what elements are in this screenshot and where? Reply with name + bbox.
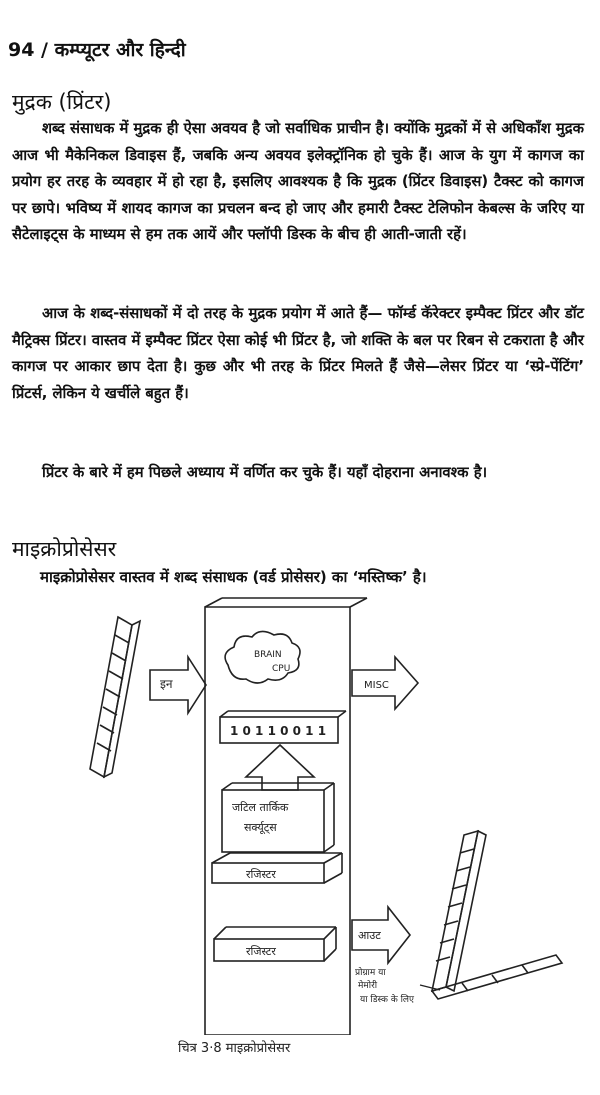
register-2-label: रजिस्टर (246, 945, 276, 958)
paragraph-3: प्रिंटर के बारे में हम पिछले अध्याय में वर्णित कर चुके हैं। यहाँ दोहराना अनावश्क है। (42, 464, 488, 481)
input-tape (90, 617, 140, 777)
register-1-label: रजिस्टर (246, 868, 276, 881)
output-tape (432, 831, 562, 999)
cpu-label: CPU (272, 664, 291, 674)
brain-label: BRAIN (254, 650, 282, 660)
paragraph-2-bold-term-1: फॉर्म्ड कॅरेक्टर इम्पैक्ट (387, 305, 502, 322)
misc-arrow-label: MISC (364, 680, 389, 691)
running-head: 94 / कम्प्यूटर और हिन्दी (8, 39, 186, 61)
note-line-3: या डिस्क के लिए (360, 995, 415, 1005)
paragraph-2-bold-term-2: डॉट मैट्रिक्स (12, 305, 585, 349)
paragraph-2-mid: प्रिंटर और (507, 305, 560, 322)
microprocessor-lead: माइक्रोप्रोसेसर वास्तव में शब्द संसाधक (वर्ड प्रोसेसर) का ‘मस्तिष्क’ है। (40, 568, 427, 586)
paragraph-2-start: आज के शब्द-संसाधकों में दो तरह के मुद्रक प्रयोग में आते हैं— (42, 305, 383, 322)
output-arrow-label: आउट (358, 929, 381, 942)
logic-block-line-1: जटिल तार्किक (232, 801, 289, 814)
input-arrow-label: इन (160, 677, 173, 691)
section-title-printer: मुद्रक (प्रिंटर) (12, 90, 112, 114)
figure-caption: चित्र 3·8 माइक्रोप्रोसेसर (178, 1041, 291, 1056)
paragraph-2-end: प्रिंटर। वास्तव में इम्पैक्ट प्रिंटर ऐसा कोई भी प्रिंटर है, जो शक्ति के बल पर रिबन से टकराता है और कागज पर आकार छाप देता है। कुछ और भी तरह के प्रिंटर मिलते हैं जैसे—लेसर प्रिंटर या ‘स्प्रे-पेंटिंग’ प्रिंटर्स, लेकिन ये खर्चीले बहुत हैं। (12, 331, 584, 402)
microprocessor-diagram (0, 595, 600, 1035)
note-line-2: मेमोरी (358, 981, 378, 991)
paragraph-1: शब्द संसाधक में मुद्रक ही ऐसा अवयव है जो सर्वाधिक प्राचीन है। क्योंकि मुद्रकों में से अधिकाँश मुद्रक आज भी मैकेनिकल डिवाइस हैं, जबकि अन्य अवयव इलेक्ट्रॉनिक हो चुके हैं। आज के युग में कागज का प्रयोग हर तरह के व्यवहार में हो रहा है, इसलिए आवश्यक है कि मुद्रक (प्रिंटर डिवाइस) टैक्स्ट को कागज पर छापे। भविष्य में शायद कागज का प्रचलन बन्द हो जाए और हमारी टैक्स्ट टेलिफोन केबल्स के जरिए या सैटेलाइट्स के माध्यम से हम तक आयें और फ्लॉपी डिस्क के बीच ही आती-जाती रहें। (12, 120, 584, 243)
section-title-microprocessor: माइक्रोप्रोसेसर (12, 537, 117, 561)
paragraph-2 (12, 301, 584, 407)
register-bits: 1 0 1 1 0 0 1 1 (230, 724, 327, 738)
note-line-1: प्रोग्राम या (355, 968, 386, 978)
input-arrow (150, 657, 206, 713)
logic-block-line-2: सर्क्यूट्स (244, 821, 277, 834)
